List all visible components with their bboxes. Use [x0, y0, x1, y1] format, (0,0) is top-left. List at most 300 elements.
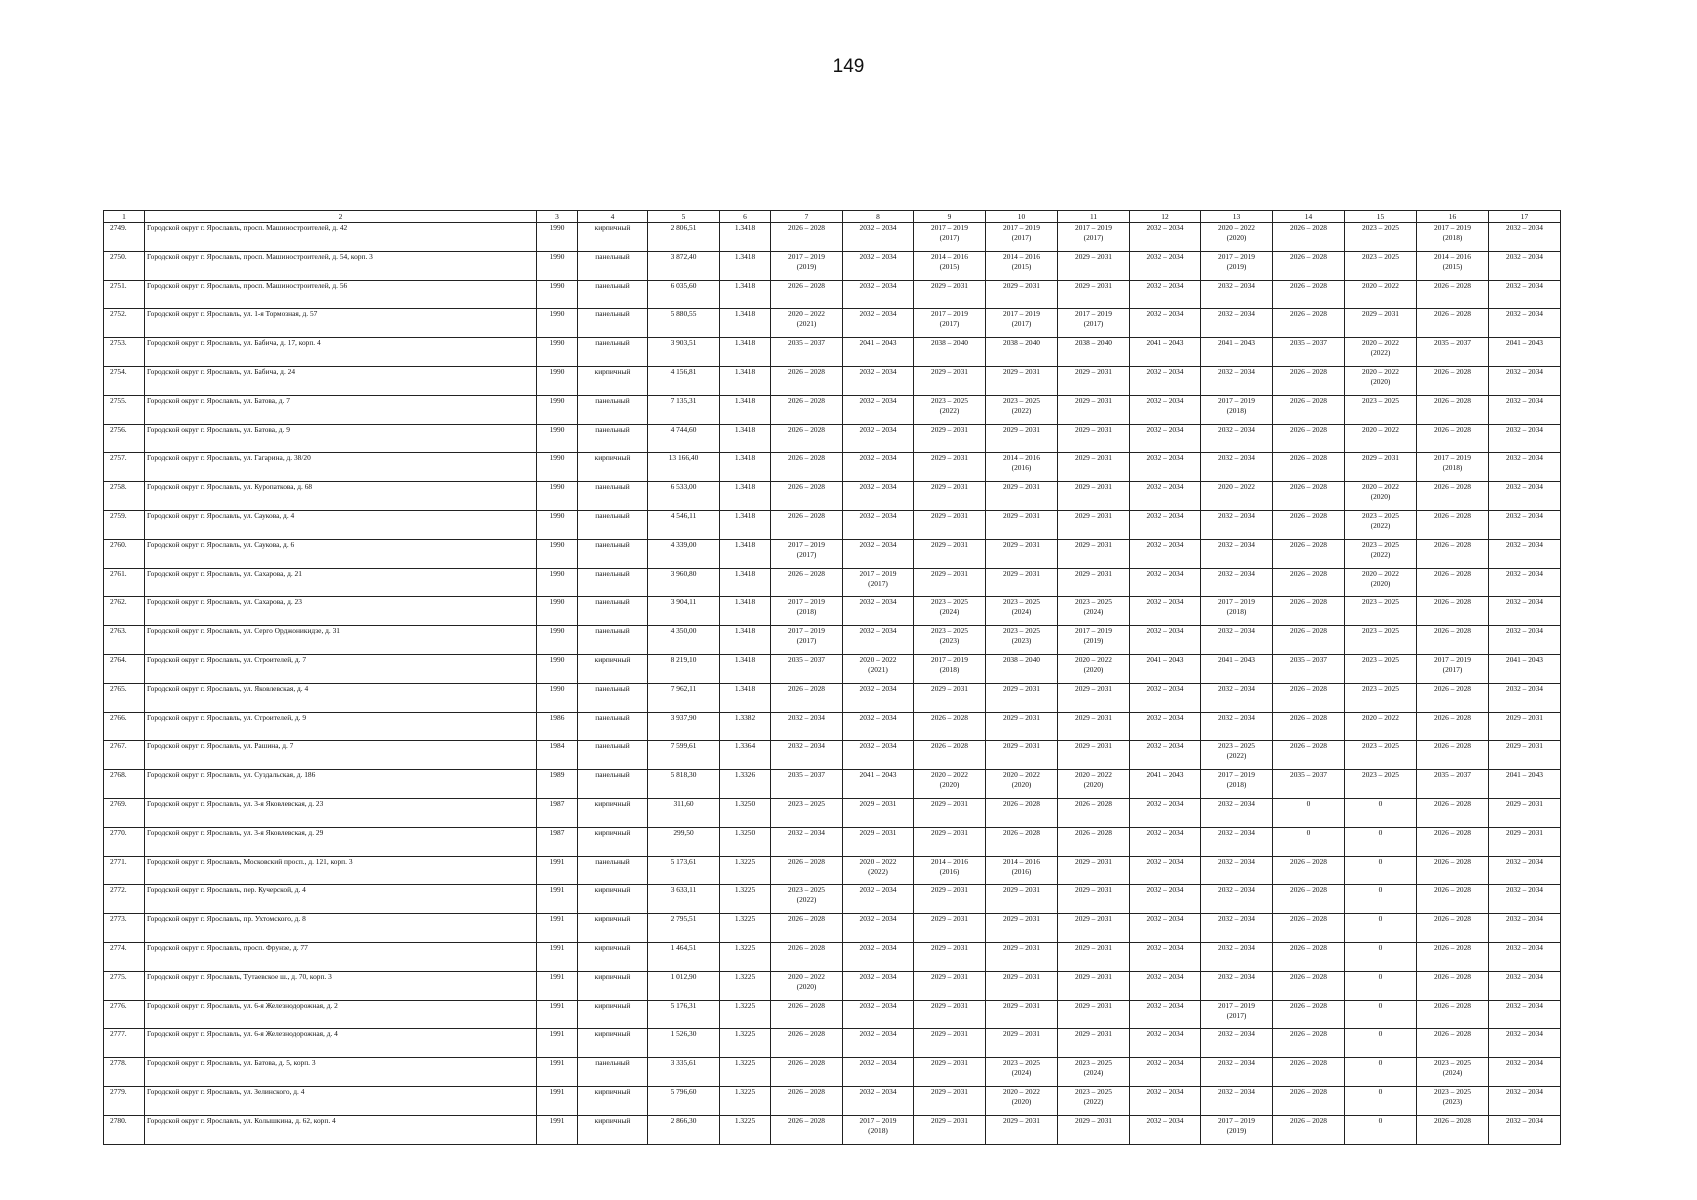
address-cell: Городской округ г. Ярославль, пр. Ухтомского, д. 8: [145, 914, 537, 943]
repair-period-cell: 2026 – 2028: [1273, 568, 1345, 597]
repair-period-cell: 2032 – 2034: [1201, 510, 1273, 539]
repair-period-cell: 2032 – 2034: [1130, 366, 1201, 395]
column-number-header: 17: [1489, 211, 1561, 223]
repair-period-cell: 0: [1345, 856, 1417, 885]
repair-period-cell: 2029 – 2031: [1058, 568, 1130, 597]
coefficient-cell: 1.3418: [720, 366, 771, 395]
repair-period-cell: 2035 – 2037: [771, 654, 843, 683]
repair-period-cell: 2029 – 2031: [914, 366, 986, 395]
repair-period-cell: 2026 – 2028: [771, 424, 843, 453]
repair-period-cell: 2029 – 2031: [1489, 712, 1561, 741]
row-number-cell: 2764.: [104, 654, 145, 683]
repair-period-cell: 2035 – 2037: [771, 338, 843, 367]
year-cell: 1990: [537, 539, 578, 568]
repair-period-cell: 2032 – 2034: [1130, 856, 1201, 885]
repair-period-cell: 2029 – 2031: [1058, 712, 1130, 741]
repair-period-cell: 2032 – 2034: [1201, 798, 1273, 827]
repair-period-cell: 2032 – 2034: [1489, 568, 1561, 597]
repair-period-cell: 0: [1345, 827, 1417, 856]
repair-period-cell: 2032 – 2034: [1130, 1000, 1201, 1029]
repair-period-cell: 2032 – 2034: [1130, 1115, 1201, 1144]
repair-period-cell: 2026 – 2028: [1273, 251, 1345, 280]
row-number-cell: 2759.: [104, 510, 145, 539]
row-number-cell: 2768.: [104, 770, 145, 799]
repair-period-cell: 2017 – 2019 (2019): [1201, 251, 1273, 280]
repair-period-cell: 2029 – 2031: [914, 424, 986, 453]
coefficient-cell: 1.3364: [720, 741, 771, 770]
address-cell: Городской округ г. Ярославль, ул. Саукова, д. 6: [145, 539, 537, 568]
wall-material-cell: панельный: [578, 280, 648, 309]
repair-period-cell: 2032 – 2034: [1489, 366, 1561, 395]
column-number-header: 11: [1058, 211, 1130, 223]
table-row: [104, 1058, 1561, 1087]
coefficient-cell: 1.3382: [720, 712, 771, 741]
area-cell: 5 173,61: [648, 856, 720, 885]
repair-period-cell: 2032 – 2034: [1130, 971, 1201, 1000]
year-cell: 1990: [537, 309, 578, 338]
table-row: [104, 223, 1561, 252]
repair-period-cell: 2029 – 2031: [1058, 683, 1130, 712]
repair-period-cell: 2026 – 2028: [771, 280, 843, 309]
repair-period-cell: 2032 – 2034: [843, 366, 914, 395]
table-row: [104, 971, 1561, 1000]
repair-period-cell: 2032 – 2034: [1130, 482, 1201, 511]
repair-period-cell: 2032 – 2034: [1201, 309, 1273, 338]
address-cell: Городской округ г. Ярославль, ул. Батова, д. 5, корп. 3: [145, 1058, 537, 1087]
address-cell: Городской округ г. Ярославль, ул. Сахарова, д. 23: [145, 597, 537, 626]
year-cell: 1991: [537, 1115, 578, 1144]
repair-period-cell: 2020 – 2022 (2020): [1201, 223, 1273, 252]
repair-period-cell: 2017 – 2019 (2018): [1417, 223, 1489, 252]
repair-period-cell: 2032 – 2034: [843, 510, 914, 539]
column-number-header: 1: [104, 211, 145, 223]
address-cell: Городской округ г. Ярославль, ул. Куропаткова, д. 68: [145, 482, 537, 511]
area-cell: 8 219,10: [648, 654, 720, 683]
repair-period-cell: 2020 – 2022: [1345, 280, 1417, 309]
area-cell: 4 546,11: [648, 510, 720, 539]
repair-period-cell: 2026 – 2028: [1058, 798, 1130, 827]
repair-period-cell: 2032 – 2034: [843, 1086, 914, 1115]
repair-period-cell: 2017 – 2019 (2019): [771, 251, 843, 280]
wall-material-cell: кирпичный: [578, 1000, 648, 1029]
repair-period-cell: 2026 – 2028: [771, 1058, 843, 1087]
wall-material-cell: панельный: [578, 510, 648, 539]
column-number-header: 10: [986, 211, 1058, 223]
repair-period-cell: 2029 – 2031: [1058, 280, 1130, 309]
year-cell: 1989: [537, 770, 578, 799]
repair-period-cell: 2026 – 2028: [1417, 539, 1489, 568]
repair-period-cell: 2026 – 2028: [1417, 482, 1489, 511]
repair-period-cell: 2026 – 2028: [1273, 597, 1345, 626]
year-cell: 1991: [537, 914, 578, 943]
repair-period-cell: 2038 – 2040: [914, 338, 986, 367]
repair-period-cell: 2032 – 2034: [843, 539, 914, 568]
repair-period-cell: 2029 – 2031: [843, 798, 914, 827]
repair-period-cell: 0: [1345, 942, 1417, 971]
repair-period-cell: 2032 – 2034: [843, 1029, 914, 1058]
wall-material-cell: кирпичный: [578, 1029, 648, 1058]
repair-period-cell: 2032 – 2034: [1130, 395, 1201, 424]
table-row: [104, 568, 1561, 597]
repair-period-cell: 2026 – 2028: [771, 510, 843, 539]
repair-period-cell: 2032 – 2034: [1201, 856, 1273, 885]
area-cell: 1 526,30: [648, 1029, 720, 1058]
repair-period-cell: 2035 – 2037: [1273, 338, 1345, 367]
year-cell: 1986: [537, 712, 578, 741]
repair-period-cell: 2017 – 2019 (2017): [1058, 309, 1130, 338]
repair-period-cell: 2026 – 2028: [1273, 453, 1345, 482]
repair-period-cell: 2026 – 2028: [1417, 856, 1489, 885]
repair-period-cell: 2029 – 2031: [1058, 539, 1130, 568]
wall-material-cell: кирпичный: [578, 971, 648, 1000]
repair-period-cell: 2032 – 2034: [1130, 798, 1201, 827]
repair-period-cell: 2032 – 2034: [1489, 424, 1561, 453]
column-number-row: [104, 211, 1561, 223]
repair-period-cell: 2029 – 2031: [986, 942, 1058, 971]
area-cell: 7 599,61: [648, 741, 720, 770]
repair-period-cell: 2035 – 2037: [771, 770, 843, 799]
repair-period-cell: 2017 – 2019 (2017): [771, 626, 843, 655]
repair-period-cell: 2029 – 2031: [914, 914, 986, 943]
repair-period-cell: 2029 – 2031: [1489, 741, 1561, 770]
repair-period-cell: 2032 – 2034: [1489, 1115, 1561, 1144]
wall-material-cell: панельный: [578, 482, 648, 511]
table-row: [104, 1086, 1561, 1115]
repair-period-cell: 2017 – 2019 (2017): [843, 568, 914, 597]
repair-period-cell: 2026 – 2028: [986, 827, 1058, 856]
repair-period-cell: 2032 – 2034: [1130, 1029, 1201, 1058]
area-cell: 4 350,00: [648, 626, 720, 655]
repair-period-cell: 2026 – 2028: [1273, 741, 1345, 770]
repair-period-cell: 2032 – 2034: [1130, 223, 1201, 252]
repair-period-cell: 2032 – 2034: [1130, 683, 1201, 712]
repair-period-cell: 2020 – 2022 (2022): [1345, 338, 1417, 367]
repair-period-cell: 2029 – 2031: [986, 885, 1058, 914]
coefficient-cell: 1.3418: [720, 309, 771, 338]
repair-period-cell: 2029 – 2031: [914, 539, 986, 568]
area-cell: 3 335,61: [648, 1058, 720, 1087]
repair-period-cell: 2026 – 2028: [1273, 942, 1345, 971]
repair-period-cell: 2029 – 2031: [986, 1115, 1058, 1144]
table-row: [104, 395, 1561, 424]
row-number-cell: 2777.: [104, 1029, 145, 1058]
repair-period-cell: 2032 – 2034: [843, 942, 914, 971]
repair-period-cell: 2032 – 2034: [1489, 597, 1561, 626]
row-number-cell: 2775.: [104, 971, 145, 1000]
repair-period-cell: 2032 – 2034: [843, 597, 914, 626]
table-row: [104, 366, 1561, 395]
repair-period-cell: 2032 – 2034: [843, 251, 914, 280]
wall-material-cell: кирпичный: [578, 827, 648, 856]
repair-period-cell: 2032 – 2034: [843, 1000, 914, 1029]
repair-period-cell: 2026 – 2028: [1417, 1115, 1489, 1144]
column-number-header: 7: [771, 211, 843, 223]
table-row: [104, 280, 1561, 309]
year-cell: 1987: [537, 827, 578, 856]
coefficient-cell: 1.3418: [720, 482, 771, 511]
repair-period-cell: 2029 – 2031: [1489, 798, 1561, 827]
repair-period-cell: 2029 – 2031: [1489, 827, 1561, 856]
repair-period-cell: 2032 – 2034: [1489, 971, 1561, 1000]
repair-period-cell: 2032 – 2034: [1130, 712, 1201, 741]
repair-period-cell: 2017 – 2019 (2018): [1201, 597, 1273, 626]
table-row: [104, 309, 1561, 338]
year-cell: 1990: [537, 568, 578, 597]
repair-period-cell: 2023 – 2025: [1345, 683, 1417, 712]
area-cell: 4 339,00: [648, 539, 720, 568]
repair-period-cell: 2032 – 2034: [1130, 597, 1201, 626]
repair-period-cell: 2023 – 2025 (2024): [914, 597, 986, 626]
wall-material-cell: кирпичный: [578, 942, 648, 971]
repair-period-cell: 2029 – 2031: [1058, 251, 1130, 280]
repair-period-cell: 2041 – 2043: [1489, 654, 1561, 683]
repair-period-cell: 0: [1345, 1029, 1417, 1058]
repair-period-cell: 2023 – 2025 (2022): [1345, 539, 1417, 568]
address-cell: Городской округ г. Ярославль, ул. Зелинского, д. 4: [145, 1086, 537, 1115]
coefficient-cell: 1.3250: [720, 827, 771, 856]
coefficient-cell: 1.3418: [720, 683, 771, 712]
repair-period-cell: 2023 – 2025 (2023): [1417, 1086, 1489, 1115]
repair-period-cell: 2032 – 2034: [1489, 280, 1561, 309]
repair-period-cell: 2032 – 2034: [1489, 1086, 1561, 1115]
repair-period-cell: 2023 – 2025: [1345, 626, 1417, 655]
coefficient-cell: 1.3225: [720, 856, 771, 885]
repair-period-cell: 2026 – 2028: [1417, 510, 1489, 539]
row-number-cell: 2767.: [104, 741, 145, 770]
wall-material-cell: панельный: [578, 770, 648, 799]
column-number-header: 8: [843, 211, 914, 223]
repair-period-cell: 2026 – 2028: [1273, 1000, 1345, 1029]
row-number-cell: 2772.: [104, 885, 145, 914]
repair-period-cell: 2026 – 2028: [1417, 568, 1489, 597]
column-number-header: 13: [1201, 211, 1273, 223]
repair-period-cell: 2026 – 2028: [1273, 539, 1345, 568]
coefficient-cell: 1.3418: [720, 453, 771, 482]
repair-period-cell: 2032 – 2034: [1130, 827, 1201, 856]
repair-period-cell: 2020 – 2022 (2020): [1345, 366, 1417, 395]
repair-period-cell: 2032 – 2034: [1130, 251, 1201, 280]
repair-period-cell: 0: [1345, 1000, 1417, 1029]
address-cell: Городской округ г. Ярославль, ул. 3-я Яковлевская, д. 23: [145, 798, 537, 827]
repair-period-cell: 2026 – 2028: [1273, 424, 1345, 453]
wall-material-cell: кирпичный: [578, 453, 648, 482]
repair-period-cell: 2023 – 2025 (2022): [986, 395, 1058, 424]
row-number-cell: 2766.: [104, 712, 145, 741]
repair-period-cell: 2023 – 2025 (2023): [986, 626, 1058, 655]
area-cell: 6 533,00: [648, 482, 720, 511]
table-row: [104, 827, 1561, 856]
wall-material-cell: кирпичный: [578, 1086, 648, 1115]
coefficient-cell: 1.3418: [720, 654, 771, 683]
address-cell: Городской округ г. Ярославль, ул. Рашина, д. 7: [145, 741, 537, 770]
page-number: 149: [832, 56, 865, 77]
repair-period-cell: 2026 – 2028: [1417, 741, 1489, 770]
table-row: [104, 712, 1561, 741]
year-cell: 1990: [537, 223, 578, 252]
coefficient-cell: 1.3225: [720, 1000, 771, 1029]
repair-period-cell: 2026 – 2028: [986, 798, 1058, 827]
repair-period-cell: 2029 – 2031: [1058, 366, 1130, 395]
repair-period-cell: 2029 – 2031: [1058, 971, 1130, 1000]
year-cell: 1990: [537, 597, 578, 626]
row-number-cell: 2753.: [104, 338, 145, 367]
repair-period-cell: 2041 – 2043: [1489, 338, 1561, 367]
row-number-cell: 2755.: [104, 395, 145, 424]
repair-period-cell: 2020 – 2022: [1345, 424, 1417, 453]
repair-period-cell: 2032 – 2034: [1489, 453, 1561, 482]
repair-period-cell: 2032 – 2034: [1201, 1086, 1273, 1115]
year-cell: 1990: [537, 280, 578, 309]
repair-period-cell: 2023 – 2025 (2022): [1058, 1086, 1130, 1115]
wall-material-cell: панельный: [578, 626, 648, 655]
repair-period-cell: 2032 – 2034: [843, 453, 914, 482]
row-number-cell: 2773.: [104, 914, 145, 943]
repair-period-cell: 2029 – 2031: [986, 568, 1058, 597]
repair-period-cell: 2032 – 2034: [1201, 366, 1273, 395]
repair-period-cell: 2017 – 2019 (2018): [843, 1115, 914, 1144]
repair-period-cell: 2032 – 2034: [1130, 914, 1201, 943]
address-cell: Городской округ г. Ярославль, ул. Саукова, д. 4: [145, 510, 537, 539]
repair-period-cell: 2026 – 2028: [1417, 827, 1489, 856]
repair-period-cell: 2032 – 2034: [1489, 856, 1561, 885]
repair-period-cell: 2026 – 2028: [1417, 424, 1489, 453]
repair-period-cell: 2032 – 2034: [1201, 683, 1273, 712]
repair-period-cell: 2026 – 2028: [1273, 683, 1345, 712]
repair-period-cell: 2023 – 2025 (2022): [771, 885, 843, 914]
row-number-cell: 2761.: [104, 568, 145, 597]
repair-period-cell: 2029 – 2031: [1058, 1029, 1130, 1058]
repair-period-cell: 2038 – 2040: [1058, 338, 1130, 367]
repair-period-cell: 2026 – 2028: [771, 1086, 843, 1115]
repair-period-cell: 2035 – 2037: [1273, 770, 1345, 799]
wall-material-cell: панельный: [578, 568, 648, 597]
repair-period-cell: 0: [1273, 798, 1345, 827]
repair-period-cell: 2029 – 2031: [986, 280, 1058, 309]
repair-period-cell: 2023 – 2025 (2024): [1058, 597, 1130, 626]
repair-period-cell: 2032 – 2034: [1130, 942, 1201, 971]
row-number-cell: 2754.: [104, 366, 145, 395]
year-cell: 1991: [537, 885, 578, 914]
repair-period-cell: 2029 – 2031: [1058, 453, 1130, 482]
repair-period-cell: 2032 – 2034: [771, 741, 843, 770]
repair-period-cell: 2023 – 2025: [771, 798, 843, 827]
table-row: [104, 942, 1561, 971]
repair-period-cell: 2032 – 2034: [1489, 885, 1561, 914]
repair-period-cell: 2032 – 2034: [843, 223, 914, 252]
repair-period-cell: 2032 – 2034: [1201, 971, 1273, 1000]
repair-period-cell: 2020 – 2022 (2020): [1345, 482, 1417, 511]
repair-period-cell: 2032 – 2034: [1489, 626, 1561, 655]
year-cell: 1990: [537, 654, 578, 683]
repair-period-cell: 2029 – 2031: [1058, 856, 1130, 885]
repair-period-cell: 2032 – 2034: [1489, 251, 1561, 280]
coefficient-cell: 1.3225: [720, 1086, 771, 1115]
repair-period-cell: 2041 – 2043: [843, 770, 914, 799]
table-row: [104, 597, 1561, 626]
repair-period-cell: 2023 – 2025: [1345, 395, 1417, 424]
column-number-header: 15: [1345, 211, 1417, 223]
repair-period-cell: 2020 – 2022 (2021): [843, 654, 914, 683]
repair-period-cell: 2014 – 2016 (2015): [1417, 251, 1489, 280]
repair-period-cell: 2032 – 2034: [1130, 453, 1201, 482]
repair-period-cell: 2023 – 2025 (2024): [986, 597, 1058, 626]
repair-period-cell: 2029 – 2031: [986, 366, 1058, 395]
row-number-cell: 2774.: [104, 942, 145, 971]
wall-material-cell: кирпичный: [578, 366, 648, 395]
row-number-cell: 2770.: [104, 827, 145, 856]
repair-period-cell: 2032 – 2034: [1201, 712, 1273, 741]
repair-period-cell: 2020 – 2022 (2020): [1058, 770, 1130, 799]
repair-period-cell: 2032 – 2034: [1489, 1058, 1561, 1087]
repair-period-cell: 2029 – 2031: [914, 482, 986, 511]
repair-period-cell: 2029 – 2031: [914, 683, 986, 712]
repair-period-cell: 2029 – 2031: [914, 510, 986, 539]
repair-period-cell: 2032 – 2034: [1489, 510, 1561, 539]
column-number-header: 4: [578, 211, 648, 223]
repair-period-cell: 2029 – 2031: [1058, 510, 1130, 539]
table-row: [104, 1115, 1561, 1144]
repair-period-cell: 2026 – 2028: [1417, 626, 1489, 655]
repair-period-cell: 2023 – 2025: [1345, 770, 1417, 799]
repair-period-cell: 2017 – 2019 (2018): [914, 654, 986, 683]
repair-period-cell: 2032 – 2034: [1130, 280, 1201, 309]
area-cell: 3 872,40: [648, 251, 720, 280]
repair-period-cell: 2026 – 2028: [1273, 280, 1345, 309]
table-row: [104, 798, 1561, 827]
table-row: [104, 1029, 1561, 1058]
repair-period-cell: 2026 – 2028: [771, 568, 843, 597]
table-row: [104, 453, 1561, 482]
repair-period-cell: 2023 – 2025: [1345, 654, 1417, 683]
coefficient-cell: 1.3418: [720, 338, 771, 367]
area-cell: 311,60: [648, 798, 720, 827]
repair-period-cell: 2032 – 2034: [1201, 424, 1273, 453]
repair-period-cell: 2029 – 2031: [986, 683, 1058, 712]
year-cell: 1990: [537, 424, 578, 453]
repair-period-cell: 2023 – 2025 (2023): [914, 626, 986, 655]
repair-period-cell: 2020 – 2022 (2020): [986, 1086, 1058, 1115]
area-cell: 3 960,80: [648, 568, 720, 597]
repair-period-cell: 2026 – 2028: [1417, 971, 1489, 1000]
coefficient-cell: 1.3225: [720, 1115, 771, 1144]
table-row: [104, 510, 1561, 539]
repair-period-cell: 2026 – 2028: [1417, 597, 1489, 626]
repair-period-cell: 2026 – 2028: [1417, 1000, 1489, 1029]
repair-period-cell: 2032 – 2034: [1201, 914, 1273, 943]
year-cell: 1990: [537, 482, 578, 511]
area-cell: 1 012,90: [648, 971, 720, 1000]
coefficient-cell: 1.3225: [720, 1029, 771, 1058]
repair-period-cell: 2032 – 2034: [771, 712, 843, 741]
year-cell: 1984: [537, 741, 578, 770]
address-cell: Городской округ г. Ярославль, ул. Бабича, д. 24: [145, 366, 537, 395]
repair-period-cell: 2020 – 2022: [1201, 482, 1273, 511]
repair-period-cell: 2026 – 2028: [771, 942, 843, 971]
repair-period-cell: 2032 – 2034: [1130, 309, 1201, 338]
year-cell: 1990: [537, 626, 578, 655]
column-number-header: 2: [145, 211, 537, 223]
repair-period-cell: 2026 – 2028: [771, 1115, 843, 1144]
repair-period-cell: 2014 – 2016 (2015): [986, 251, 1058, 280]
repair-period-cell: 2026 – 2028: [1273, 366, 1345, 395]
repair-period-cell: 2026 – 2028: [1417, 683, 1489, 712]
address-cell: Городской округ г. Ярославль, ул. 6-я Железнодорожная, д. 2: [145, 1000, 537, 1029]
repair-period-cell: 2023 – 2025: [1345, 597, 1417, 626]
row-number-cell: 2778.: [104, 1058, 145, 1087]
repair-period-cell: 2029 – 2031: [986, 741, 1058, 770]
repair-period-cell: 0: [1345, 914, 1417, 943]
area-cell: 5 880,55: [648, 309, 720, 338]
